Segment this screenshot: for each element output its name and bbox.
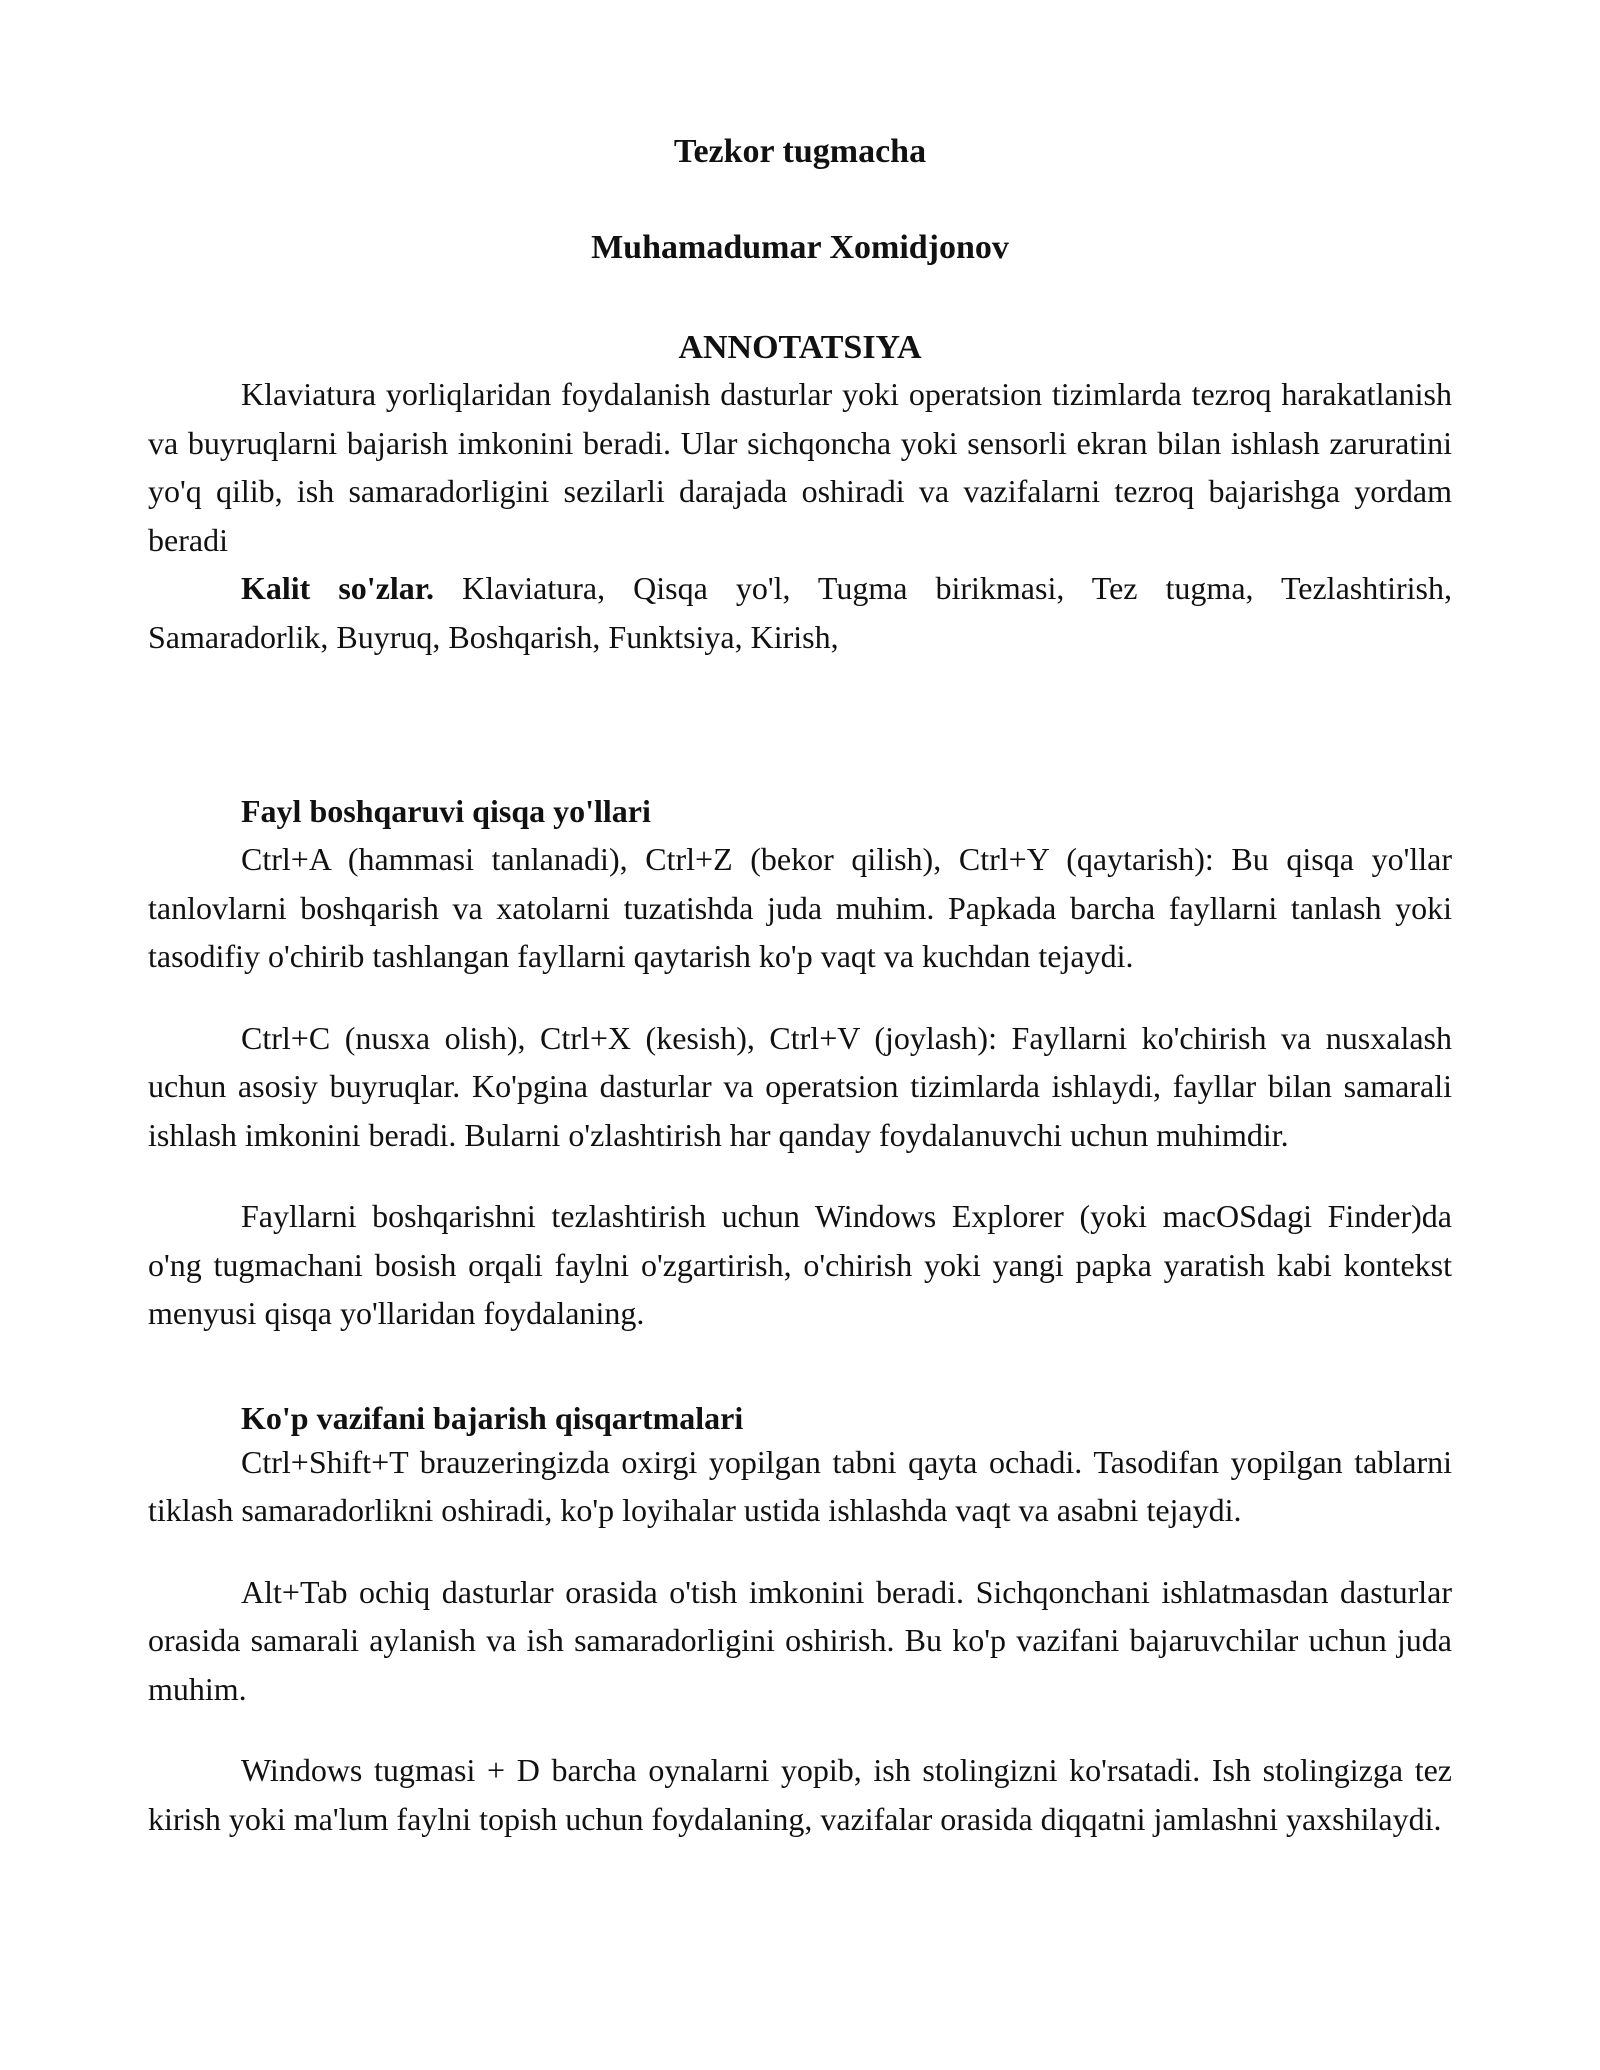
annotation-text: Klaviatura yorliqlaridan foydalanish dasturlar yoki operatsion tizimlarda tezroq harakatlanish va buyruqlarni bajarish imkonini beradi. Ular sichqoncha yoki sensorli ekran bilan ishlash zaruratini yo'q qilib, ish samaradorligini sezilarli darajada oshiradi va vazifalarni tezroq bajarishga yordam beradi: [148, 376, 1452, 558]
section-2-paragraph-3: Windows tugmasi + D barcha oynalarni yopib, ish stolingizni ko'rsatadi. Ish stolingizga tez kirish yoki ma'lum faylni topish uchun foydalaning, vazifalar orasida diqqatni jamlashni yaxshilaydi.: [148, 1752, 1452, 1837]
section-heading-file-management: Fayl boshqaruvi qisqa yo'llari: [241, 793, 651, 829]
section-1-paragraph-2: Ctrl+C (nusxa olish), Ctrl+X (kesish), Ctrl+V (joylash): Fayllarni ko'chirish va nusxalash uchun asosiy buyruqlar. Ko'pgina dasturlar va operatsion tizimlarda ishlaydi, fayllar bilan samarali ishlash imkonini beradi. Bularni o'zlashtirish har qanday foydalanuvchi uchun muhimdir.: [148, 1019, 1452, 1153]
annotation-heading: ANNOTATSIYA: [678, 329, 922, 366]
section-2-paragraph-1: Ctrl+Shift+T brauzeringizda oxirgi yopilgan tabni qayta ochadi. Tasodifan yopilgan tablarni tiklash samaradorlikni oshiradi, ko'p loyihalar ustida ishlashda vaqt va asabni tejaydi.: [148, 1443, 1452, 1528]
keywords-paragraph: [148, 564, 1452, 661]
section-2-paragraph-2: Alt+Tab ochiq dasturlar orasida o'tish imkonini beradi. Sichqonchani ishlatmasdan dasturlar orasida samarali aylanish va ish samaradorligini oshirish. Bu ko'p vazifani bajaruvchilar uchun juda muhim.: [148, 1573, 1452, 1707]
section-1-paragraph-3: Fayllarni boshqarishni tezlashtirish uchun Windows Explorer (yoki macOSdagi Finder)da o'ng tugmachani bosish orqali faylni o'zgartirish, o'chirish yoki yangi papka yaratish kabi kontekst menyusi qisqa yo'llaridan foydalaning.: [148, 1198, 1452, 1331]
author-name: Muhamadumar Xomidjonov: [591, 229, 1009, 266]
section-1-paragraph-1: Ctrl+A (hammasi tanlanadi), Ctrl+Z (bekor qilish), Ctrl+Y (qaytarish): Bu qisqa yo'llar tanlovlarni boshqarish va xatolarni tuzatishda juda muhim. Papkada barcha fayllarni tanlash yoki tasodifiy o'chirib tashlangan fayllarni qaytarish ko'p vaqt va kuchdan tejaydi.: [148, 841, 1452, 974]
keywords-text: Klaviatura, Qisqa yo'l, Tugma birikmasi, Tez tugma, Tezlashtirish, Samaradorlik, Buyruq, Boshqarish, Funktsiya, Kirish,: [148, 570, 1453, 655]
keywords-label: Kalit so'zlar.: [241, 570, 435, 606]
section-heading-multitasking: Ko'p vazifani bajarish qisqartmalari: [241, 1399, 744, 1436]
document-title: Tezkor tugmacha: [673, 133, 927, 170]
